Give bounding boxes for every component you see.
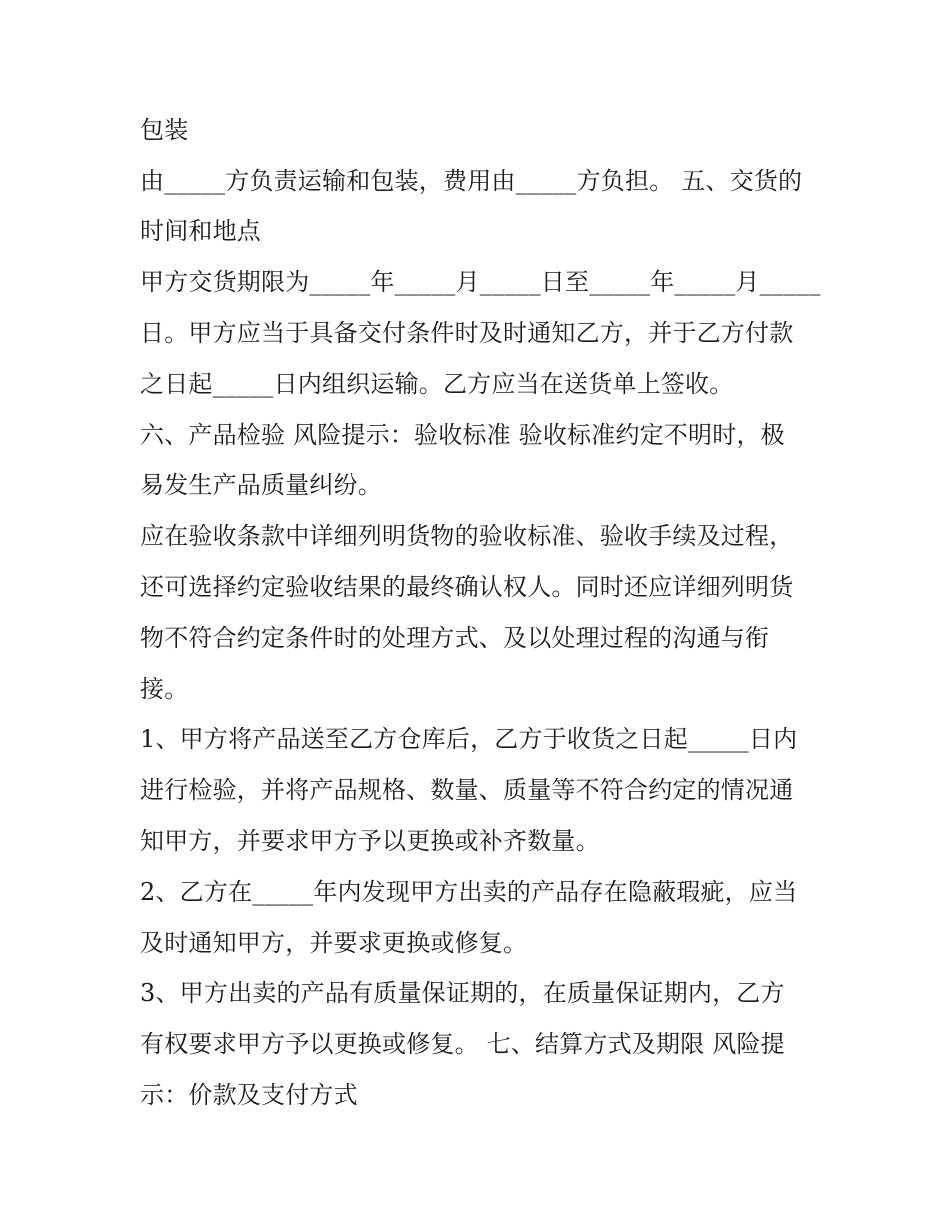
- text-line: 2、乙方在_____年内发现甲方出卖的产品存在隐蔽瑕疵，应当: [140, 878, 798, 906]
- text-line: 时间和地点: [140, 217, 261, 245]
- text-line: 由_____方负责运输和包装，费用由_____方负担。 五、交货的: [140, 167, 803, 195]
- text-line: 进行检验，并将产品规格、数量、质量等不符合约定的情况通: [140, 776, 794, 804]
- text-line: 物不符合约定条件时的处理方式、及以处理过程的沟通与衔: [140, 624, 770, 652]
- text-line: 知甲方，并要求甲方予以更换或补齐数量。: [140, 827, 600, 855]
- text-line: 易发生产品质量纠纷。: [140, 471, 382, 499]
- text-line: 及时通知甲方，并要求更换或修复。: [140, 929, 528, 957]
- text-line: 示：价款及支付方式: [140, 1081, 358, 1109]
- text-line: 有权要求甲方予以更换或修复。 七、结算方式及期限 风险提: [140, 1030, 785, 1058]
- text-line: 3、甲方出卖的产品有质量保证期的，在质量保证期内，乙方: [140, 979, 785, 1007]
- text-line: 之日起_____日内组织运输。乙方应当在送货单上签收。: [140, 370, 734, 398]
- text-line: 还可选择约定验收结果的最终确认权人。同时还应详细列明货: [140, 573, 794, 601]
- text-line: 日。甲方应当于具备交付条件时及时通知乙方，并于乙方付款: [140, 319, 794, 347]
- text-line: 甲方交货期限为_____年_____月_____日至_____年_____月_____: [140, 268, 821, 296]
- text-line: 六、产品检验 风险提示：验收标准 验收标准约定不明时，极: [140, 421, 785, 449]
- text-line: 应在验收条款中详细列明货物的验收标准、验收手续及过程，: [140, 522, 794, 550]
- text-line: 接。: [140, 675, 189, 703]
- text-line: 包装: [140, 116, 189, 144]
- text-line: 1、甲方将产品送至乙方仓库后，乙方于收货之日起_____日内: [140, 725, 798, 753]
